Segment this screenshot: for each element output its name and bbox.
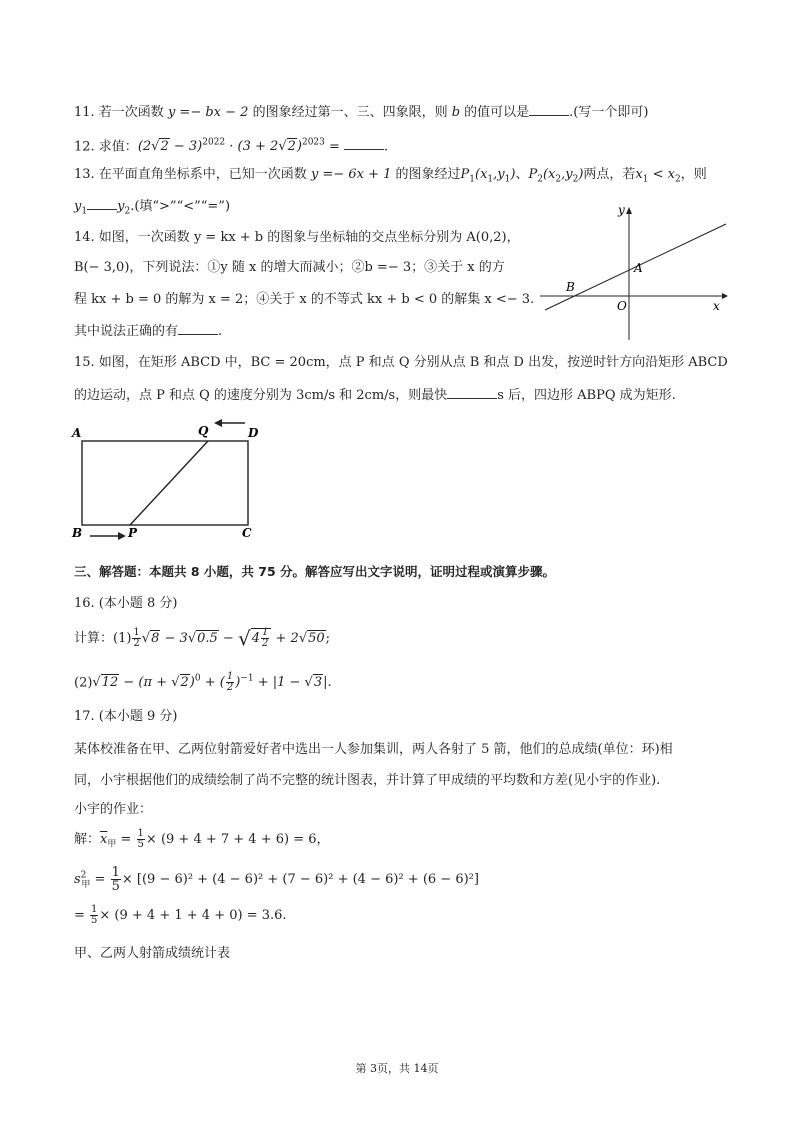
question-11: 11. 若一次函数 y =− bx − 2 的图象经过第一、三、四象限，则 b 的值可以是 .(写一个即可) — [74, 105, 649, 120]
question-14-line2: B(− 3,0)，下列说法：①y 随 x 的增大而减小；②b =− 3；③关于 x 的方 — [74, 260, 505, 275]
label-a: A — [72, 426, 82, 440]
question-14-line1: 14. 如图，一次函数 y = kx + b 的图象与坐标轴的交点坐标分别为 A(0,2)， — [74, 230, 520, 245]
question-12: 12. 求值：$(2√2 - 3)^{2022} \cdot (3 + 2√2)^{2023}$ = . — [74, 138, 389, 155]
question-15-line1: 15. 如图，在矩形 ABCD 中，BC = 20cm，点 P 和点 Q 分别从点 B 和点 D 出发，按逆时针方向沿矩形 ABCD — [74, 355, 728, 370]
variance-result: = $\frac{1}{5}$ × (9 + 4 + 1 + 4 + 0) = 3.6. — [74, 904, 287, 926]
label-b: B — [72, 526, 83, 540]
question-14-line4: 其中说法正确的有 . — [74, 324, 223, 339]
rectangle-figure — [70, 415, 270, 545]
section-heading: 三、解答题：本题共 8 小题，共 75 分。解答应写出文字说明，证明过程或演算步骤。 — [74, 564, 556, 579]
x-axis-arrow — [722, 293, 728, 299]
arrow-p-head — [118, 532, 126, 540]
segment-pq — [130, 441, 208, 525]
answer-blank — [529, 103, 569, 116]
origin-label: O — [617, 299, 627, 313]
label-d: D — [248, 426, 259, 440]
answer-blank — [344, 137, 384, 150]
question-17-para1: 某体校准备在甲、乙两位射箭爱好者中选出一人参加集训，两人各射了 5 箭，他们的总成绩(单位：环)相 — [74, 742, 673, 757]
question-17-header: 17. (本小题 9 分) — [74, 709, 178, 724]
question-13: 13. 在平面直角坐标系中，已知一次函数 y =− 6x + 1 的图象经过$P_1(x_1,y_1)$、$P_2(x_2,y_2)$两点，若$x_1 < x_2$，则 — [74, 167, 707, 185]
y-axis-arrow — [626, 207, 632, 214]
question-16-part2: $(2)√12 - (\pi + √2)^0$ + ( $\frac{1}{2}$ )$^{-1}$ + |1 − √3|. — [74, 671, 332, 694]
arrow-q-head — [214, 419, 222, 427]
label-p: P — [128, 526, 138, 540]
question-17-para2: 同，小宇根据他们的成绩绘制了尚不完整的统计图表，并计算了甲成绩的平均数和方差(见小宇的作业). — [74, 773, 661, 788]
question-16-part1: 计算：(1) $\frac{1}{2}$ √8 − 3√0.5 − √4 $\frac{1}{2}$ + 2√50; — [74, 626, 331, 651]
question-17-para3: 小宇的作业： — [74, 802, 153, 817]
question-15-line2: 的边运动，点 P 和点 Q 的速度分别为 3cm/s 和 2cm/s，则最快 s 后，四边形 ABPQ 成为矩形. — [74, 388, 676, 403]
question-13-line2: $y_1$ $y_2$.(填“>”“<”“=”) — [74, 199, 231, 217]
answer-blank — [447, 386, 497, 399]
question-14-line3: 程 kx + b = 0 的解为 x = 2；④关于 x 的不等式 kx + b < 0 的解集 x <− 3. — [74, 292, 535, 307]
answer-blank — [178, 322, 218, 335]
x-axis-label: x — [713, 299, 720, 313]
page-footer: 第 3页，共 14页 — [355, 1062, 439, 1075]
rectangle-abcd — [82, 441, 248, 525]
point-a-label: A — [634, 261, 643, 275]
mean-calculation: 解：$\overline{x}_甲$ = $\frac{1}{5}$ × (9 + 4 + 7 + 4 + 6) = 6， — [74, 828, 330, 850]
y-axis-label: y — [618, 203, 625, 217]
question-16-header: 16. (本小题 8 分) — [74, 596, 178, 611]
table-title: 甲、乙两人射箭成绩统计表 — [74, 946, 231, 961]
answer-blank — [87, 197, 117, 210]
variance-calculation: $s^2_甲$ = $\frac{1}{5}$ × [(9 − 6)² + (4 − 6)² + (7 − 6)² + (4 − 6)² + (6 − 6)²] — [74, 865, 479, 894]
linear-function-graph — [540, 200, 730, 340]
point-b-label: B — [566, 280, 575, 294]
label-c: C — [242, 526, 252, 540]
label-q: Q — [198, 424, 209, 438]
